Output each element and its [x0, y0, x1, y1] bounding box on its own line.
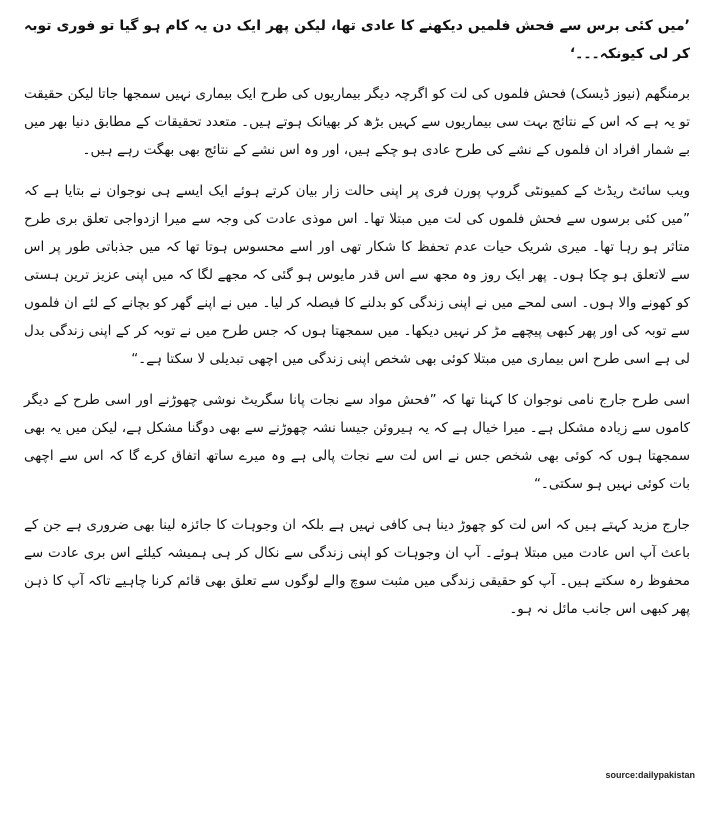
paragraph-reddit-testimony: ویب سائٹ ریڈٹ کے کمیونٹی گروپ پورن فری پر اپنی حالت زار بیان کرتے ہوئے ایک ایسے ہی نوجوان نے بتایا ہے کہ ”میں کئی برسوں سے فحش فلموں کی لت میں مبتلا تھا۔ اس موذی عادت کی وجہ سے میرا ازدواجی تعلق بری طرح متاثر ہو رہا تھا۔ میری شریک حیات عدم تحفظ کا شکار تھی اور اسے محسوس ہوتا تھا کہ میں جذباتی طور پر اس سے لاتعلق ہو چکا ہوں۔ پھر ایک روز وہ مجھ سے اس قدر مایوس ہو گئی کہ مجھے لگا کہ میں اپنی عزیز ترین ہستی کو کھونے والا ہوں۔ اسی لمحے میں نے اپنی زندگی کو بدلنے کا فیصلہ کر لیا۔ میں نے اپنے گھر کو بچانے کے لئے ان فلموں سے توبہ کی اور پھر کبھی پیچھے مڑ کر نہیں دیکھا۔ میں سمجھتا ہوں کہ جس طرح میں نے توبہ کر کے اپنی زندگی بدل لی ہے اسی طرح اس بیماری میں مبتلا کوئی بھی شخص اپنی زندگی میں اچھی تبدیلی لا سکتا ہے۔“ — [24, 183, 690, 367]
source-credit: source:dailypakistan — [605, 770, 695, 780]
paragraph-george-quote: اسی طرح جارج نامی نوجوان کا کہنا تھا کہ ”فحش مواد سے نجات پانا سگریٹ نوشی چھوڑنے اور اسی طرح کے دیگر کاموں سے زیادہ مشکل ہے۔ میرا خیال ہے کہ یہ ہیروئن جیسا نشہ چھوڑنے سے بھی دوگنا مشکل ہے، لیکن میں یہ بھی سمجھتا ہوں کہ کوئی بھی شخص جس نے اس لت سے نجات پالی ہے وہ میرے ساتھ اتفاق کرے گا کہ اس سے اچھی بات کوئی نہیں ہو سکتی۔“ — [24, 392, 691, 492]
paragraph-intro: برمنگھم (نیوز ڈیسک) فحش فلموں کی لت کو اگرچہ دیگر بیماریوں کی طرح ایک بیماری نہیں سمجھا جاتا لیکن حقیقت تو یہ ہے کہ اس کے نتائج بہت سی بیماریوں سے کہیں بڑھ کر بھیانک ہوتے ہیں۔ متعدد تحقیقات کے مطابق دنیا بھر میں بے شمار افراد ان فلموں کے نشے کی طرح عادی ہو چکے ہیں، اور وہ اس نشے کے نتائج بھی بھگت رہے ہیں۔ — [24, 86, 690, 158]
article-body — [24, 12, 690, 636]
paragraph-conclusion: جارج مزید کہتے ہیں کہ اس لت کو چھوڑ دینا ہی کافی نہیں ہے بلکہ ان وجوہات کا جائزہ لینا بھی ضروری ہے جن کے باعث آپ اس عادت میں مبتلا ہوئے۔ آپ ان وجوہات کو اپنی زندگی سے نکال کر ہی ہمیشہ کیلئے اس بری عادت سے محفوظ رہ سکتے ہیں۔ آپ کو حقیقی زندگی میں مثبت سوچ والے لوگوں سے تعلق بھی قائم کرنا چاہیے تاکہ آپ کا ذہن پھر کبھی اس جانب مائل نہ ہو۔ — [24, 517, 690, 617]
article-headline: ’میں کئی برس سے فحش فلمیں دیکھنے کا عادی تھا، لیکن پھر ایک دن یہ کام ہو گیا تو فوری توبہ کر لی کیونکہ۔۔۔‘ — [24, 18, 690, 62]
